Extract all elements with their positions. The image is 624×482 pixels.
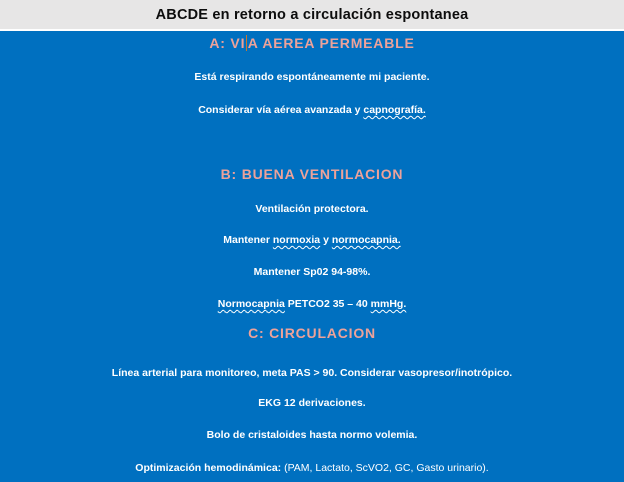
section-a-line-breathing[interactable] xyxy=(0,70,624,84)
section-c-line-optimizacion-detail: (PAM, Lactato, ScVO2, GC, Gasto urinario). xyxy=(281,462,489,474)
section-b-line-normoxia-mid: y xyxy=(320,234,332,246)
section-c-heading[interactable] xyxy=(0,325,624,342)
section-a-line-airway-text: Considerar vía aérea avanzada y xyxy=(198,104,364,116)
document-header xyxy=(0,0,624,29)
section-b-line-ventilation-text: Ventilación protectora. xyxy=(255,203,369,215)
section-b-line-spo2-text: Mantener Sp02 94-98%. xyxy=(253,266,371,278)
section-c-line-arterial[interactable] xyxy=(0,366,624,380)
section-b-line-petco2-mid: PETCO2 35 – 40 xyxy=(284,298,371,310)
section-c-line-bolo-text: Bolo de cristaloides hasta normo volemia. xyxy=(206,429,418,441)
section-c-line-optimizacion-label: Optimización hemodinámica: xyxy=(135,462,282,474)
section-c-line-optimizacion[interactable] xyxy=(0,461,624,475)
section-c-line-bolo[interactable] xyxy=(0,428,624,442)
misspelled-word-mmhg: mmHg. xyxy=(370,298,407,310)
section-b-heading[interactable] xyxy=(0,166,624,183)
misspelled-word-normoxia: normoxia xyxy=(272,234,321,246)
section-a-line-breathing-text: Está respirando espontáneamente mi paciente. xyxy=(194,71,430,83)
section-b-heading-text: B: BUENA VENTILACION xyxy=(220,166,404,182)
section-b-line-spo2[interactable] xyxy=(0,265,624,279)
document-title[interactable]: ABCDE en retorno a circulación espontanea xyxy=(155,6,469,23)
misspelled-word-normocapnia-2: Normocapnia xyxy=(217,298,285,310)
section-c-heading-text: C: CIRCULACION xyxy=(248,325,376,341)
misspelled-word-capnografia: capnografía. xyxy=(363,104,426,116)
section-b-line-ventilation[interactable] xyxy=(0,202,624,216)
section-b-line-normoxia-pre: Mantener xyxy=(223,234,273,246)
section-b-line-normoxia[interactable] xyxy=(0,233,624,247)
section-a-heading-pre-caret: A: VI xyxy=(209,35,246,51)
section-a-heading-post-caret: A AEREA PERMEABLE xyxy=(247,35,415,51)
section-a-heading[interactable] xyxy=(0,35,624,52)
section-b-line-petco2[interactable] xyxy=(0,297,624,311)
slide-text-area[interactable] xyxy=(0,31,624,482)
section-c-line-ekg[interactable] xyxy=(0,396,624,410)
section-a-line-airway[interactable] xyxy=(0,103,624,117)
misspelled-word-normocapnia: normocapnia. xyxy=(331,234,401,246)
section-c-line-arterial-text: Línea arterial para monitoreo, meta PAS > 90. Considerar vasopresor/inotrópico. xyxy=(111,367,513,379)
section-c-line-ekg-text: EKG 12 derivaciones. xyxy=(258,397,366,409)
